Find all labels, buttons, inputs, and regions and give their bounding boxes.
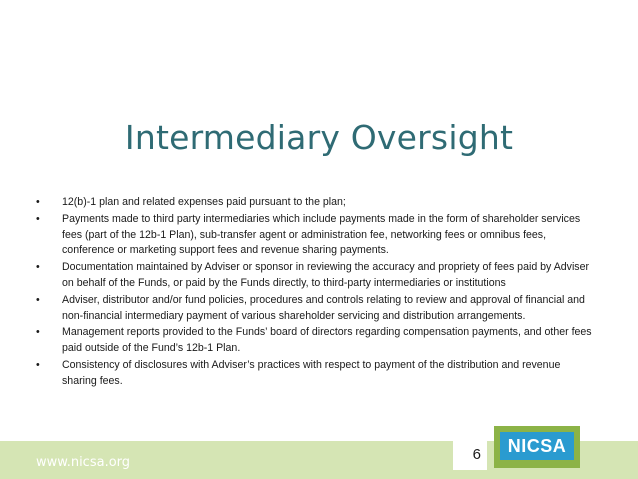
- bullet-marker: •: [36, 196, 40, 208]
- bullet-marker: •: [36, 293, 40, 306]
- bullet-text: Payments made to third party intermediaries which include payments made in the form of shareholder services fees (part of the 12b-1 Plan), sub-transfer agent or administration fee, networking fees or omnibus fees, conference or marketing support fees and revenue sharing payments.: [62, 212, 581, 257]
- bullet-text: Consistency of disclosures with Adviser’s practices with respect to payment of the distribution and revenue sharing fees.: [62, 358, 561, 387]
- bullet-item: [36, 260, 596, 292]
- bullet-text: Documentation maintained by Adviser or sponsor in reviewing the accuracy and propriety of fees paid by Adviser on behalf of the Funds, or paid by the Funds directly, to third-party intermediaries or institutions: [62, 261, 590, 289]
- bullet-marker: •: [36, 212, 40, 225]
- bullet-text: 12(b)-1 plan and related expenses paid pursuant to the plan;: [62, 196, 346, 208]
- page-number: 6: [472, 446, 481, 463]
- slide-title: Intermediary Oversight: [124, 118, 514, 157]
- bullet-item: [36, 195, 596, 211]
- bullet-marker: •: [36, 358, 40, 371]
- bullet-item: [36, 293, 596, 325]
- nicsa-logo: [494, 426, 580, 468]
- logo-badge: [500, 432, 574, 460]
- bullet-text: Adviser, distributor and/or fund policies, procedures and controls relating to review and approval of financial and non-financial intermediary payment of various shareholder servicing and distribution arrangements.: [62, 293, 585, 322]
- bullet-marker: •: [36, 261, 40, 274]
- logo-text: NICSA: [507, 435, 567, 456]
- bullet-marker: •: [36, 326, 40, 339]
- bullet-item: [36, 325, 596, 357]
- bullet-item: [36, 358, 596, 390]
- footer-url-link[interactable]: www.nicsa.org: [36, 455, 131, 470]
- bullet-list: [36, 195, 596, 391]
- page-number-box: [453, 440, 487, 470]
- bullet-item: [36, 212, 596, 259]
- bullet-text: Management reports provided to the Funds’ board of directors regarding compensation payments, and other fees paid outside of the Fund’s 12b-1 Plan.: [62, 326, 592, 355]
